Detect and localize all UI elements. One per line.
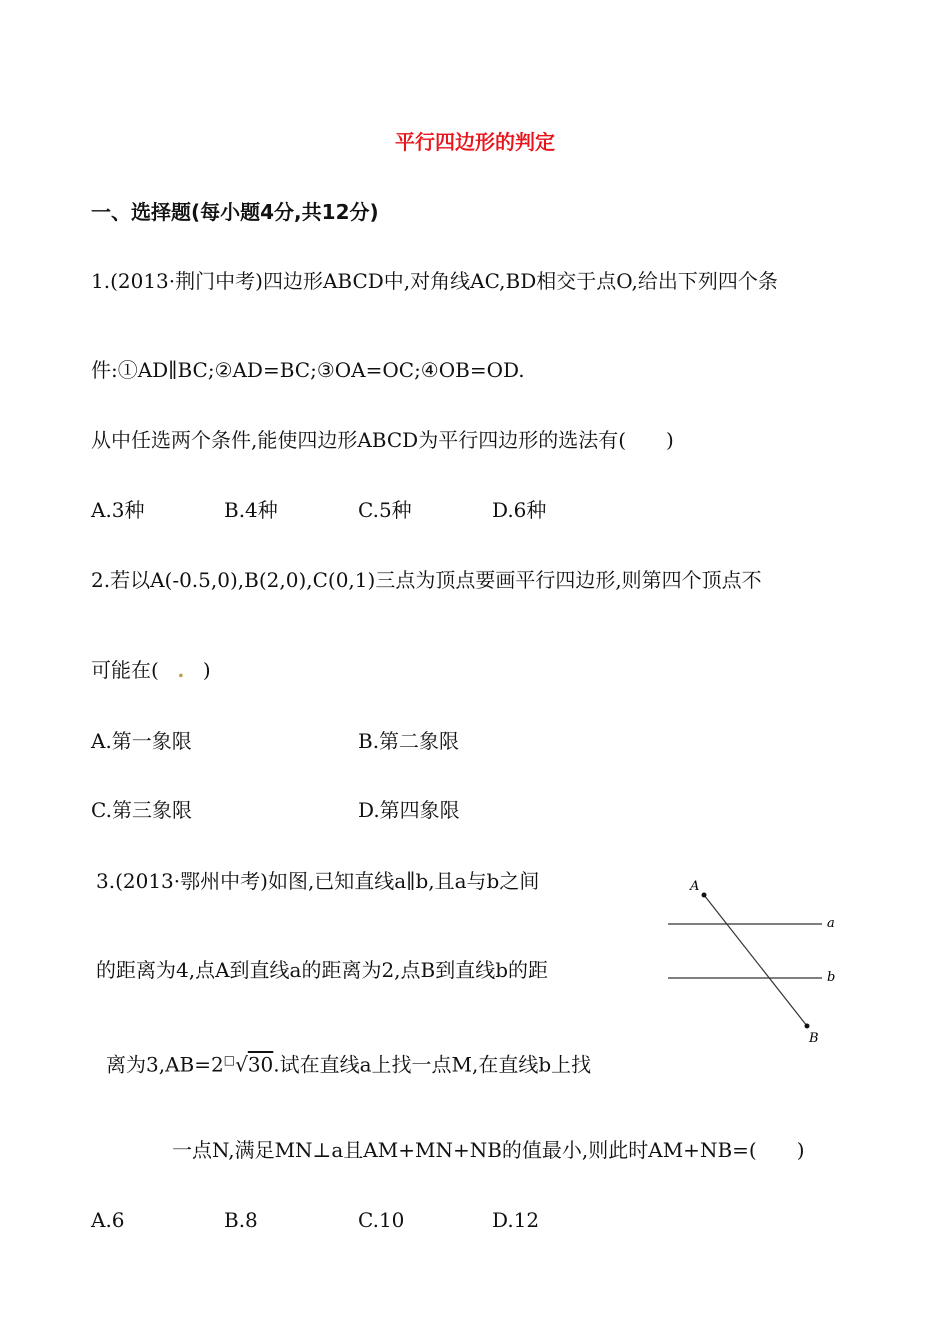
segment-ab — [704, 895, 807, 1026]
q3-line3-pre: 离为3,AB=2 — [106, 1052, 224, 1077]
q1-option-d: D.6种 — [492, 498, 547, 522]
q3-line1: 3.(2013·鄂州中考)如图,已知直线a∥b,且a与b之间 — [96, 869, 540, 893]
q2-line2-pre: 可能在( — [91, 658, 159, 682]
q3-line2: 的距离为4,点A到直线a的距离为2,点B到直线b的距 — [96, 958, 549, 982]
q2-line1: 2.若以A(-0.5,0),B(2,0),C(0,1)三点为顶点要画平行四边形,则第四个顶点不 — [91, 568, 762, 592]
q1-line1: 1.(2013·荆门中考)四边形ABCD中,对角线AC,BD相交于点O,给出下列四个条 — [91, 269, 778, 293]
radicand: 30 — [247, 1052, 274, 1077]
q2-line2 — [91, 656, 211, 684]
q1-option-c: C.5种 — [358, 498, 412, 522]
q3-line4: 一点N,满足MN⊥a且AM+MN+NB的值最小,则此时AM+NB=( ) — [172, 1138, 805, 1162]
sqrt-icon: √ — [235, 1052, 248, 1077]
q3-option-c: C.10 — [358, 1208, 405, 1232]
q2-option-c: C.第三象限 — [91, 798, 192, 822]
label-point-b: B — [809, 1031, 819, 1046]
q2-line2-post: ) — [202, 658, 211, 682]
q3-option-a: A.6 — [91, 1208, 125, 1232]
q2-option-d: D.第四象限 — [358, 798, 460, 822]
point-b — [805, 1024, 810, 1029]
q3-figure — [660, 870, 850, 1050]
q3-line3 — [106, 1046, 591, 1079]
q2-option-a: A.第一象限 — [91, 729, 192, 753]
q2-option-b: B.第二象限 — [358, 729, 460, 753]
label-point-a: A — [690, 879, 700, 894]
point-a — [702, 893, 707, 898]
q3-line3-post: .试在直线a上找一点M,在直线b上找 — [273, 1052, 592, 1077]
page-title: 平行四边形的判定 — [395, 130, 555, 154]
q1-option-b: B.4种 — [224, 498, 278, 522]
q1-line3: 从中任选两个条件,能使四边形ABCD为平行四边形的选法有( ) — [91, 428, 674, 452]
q1-line2: 件:①AD∥BC;②AD=BC;③OA=OC;④OB=OD. — [91, 358, 525, 382]
section-heading: 一、选择题(每小题4分,共12分) — [91, 200, 379, 224]
q3-option-b: B.8 — [224, 1208, 258, 1232]
q2-blank-dot: . — [177, 658, 185, 682]
label-line-b: b — [827, 970, 836, 985]
q1-option-a: A.3种 — [91, 498, 145, 522]
q3-option-d: D.12 — [492, 1208, 540, 1232]
label-line-a: a — [827, 916, 835, 931]
root-index: □ — [223, 1053, 236, 1067]
